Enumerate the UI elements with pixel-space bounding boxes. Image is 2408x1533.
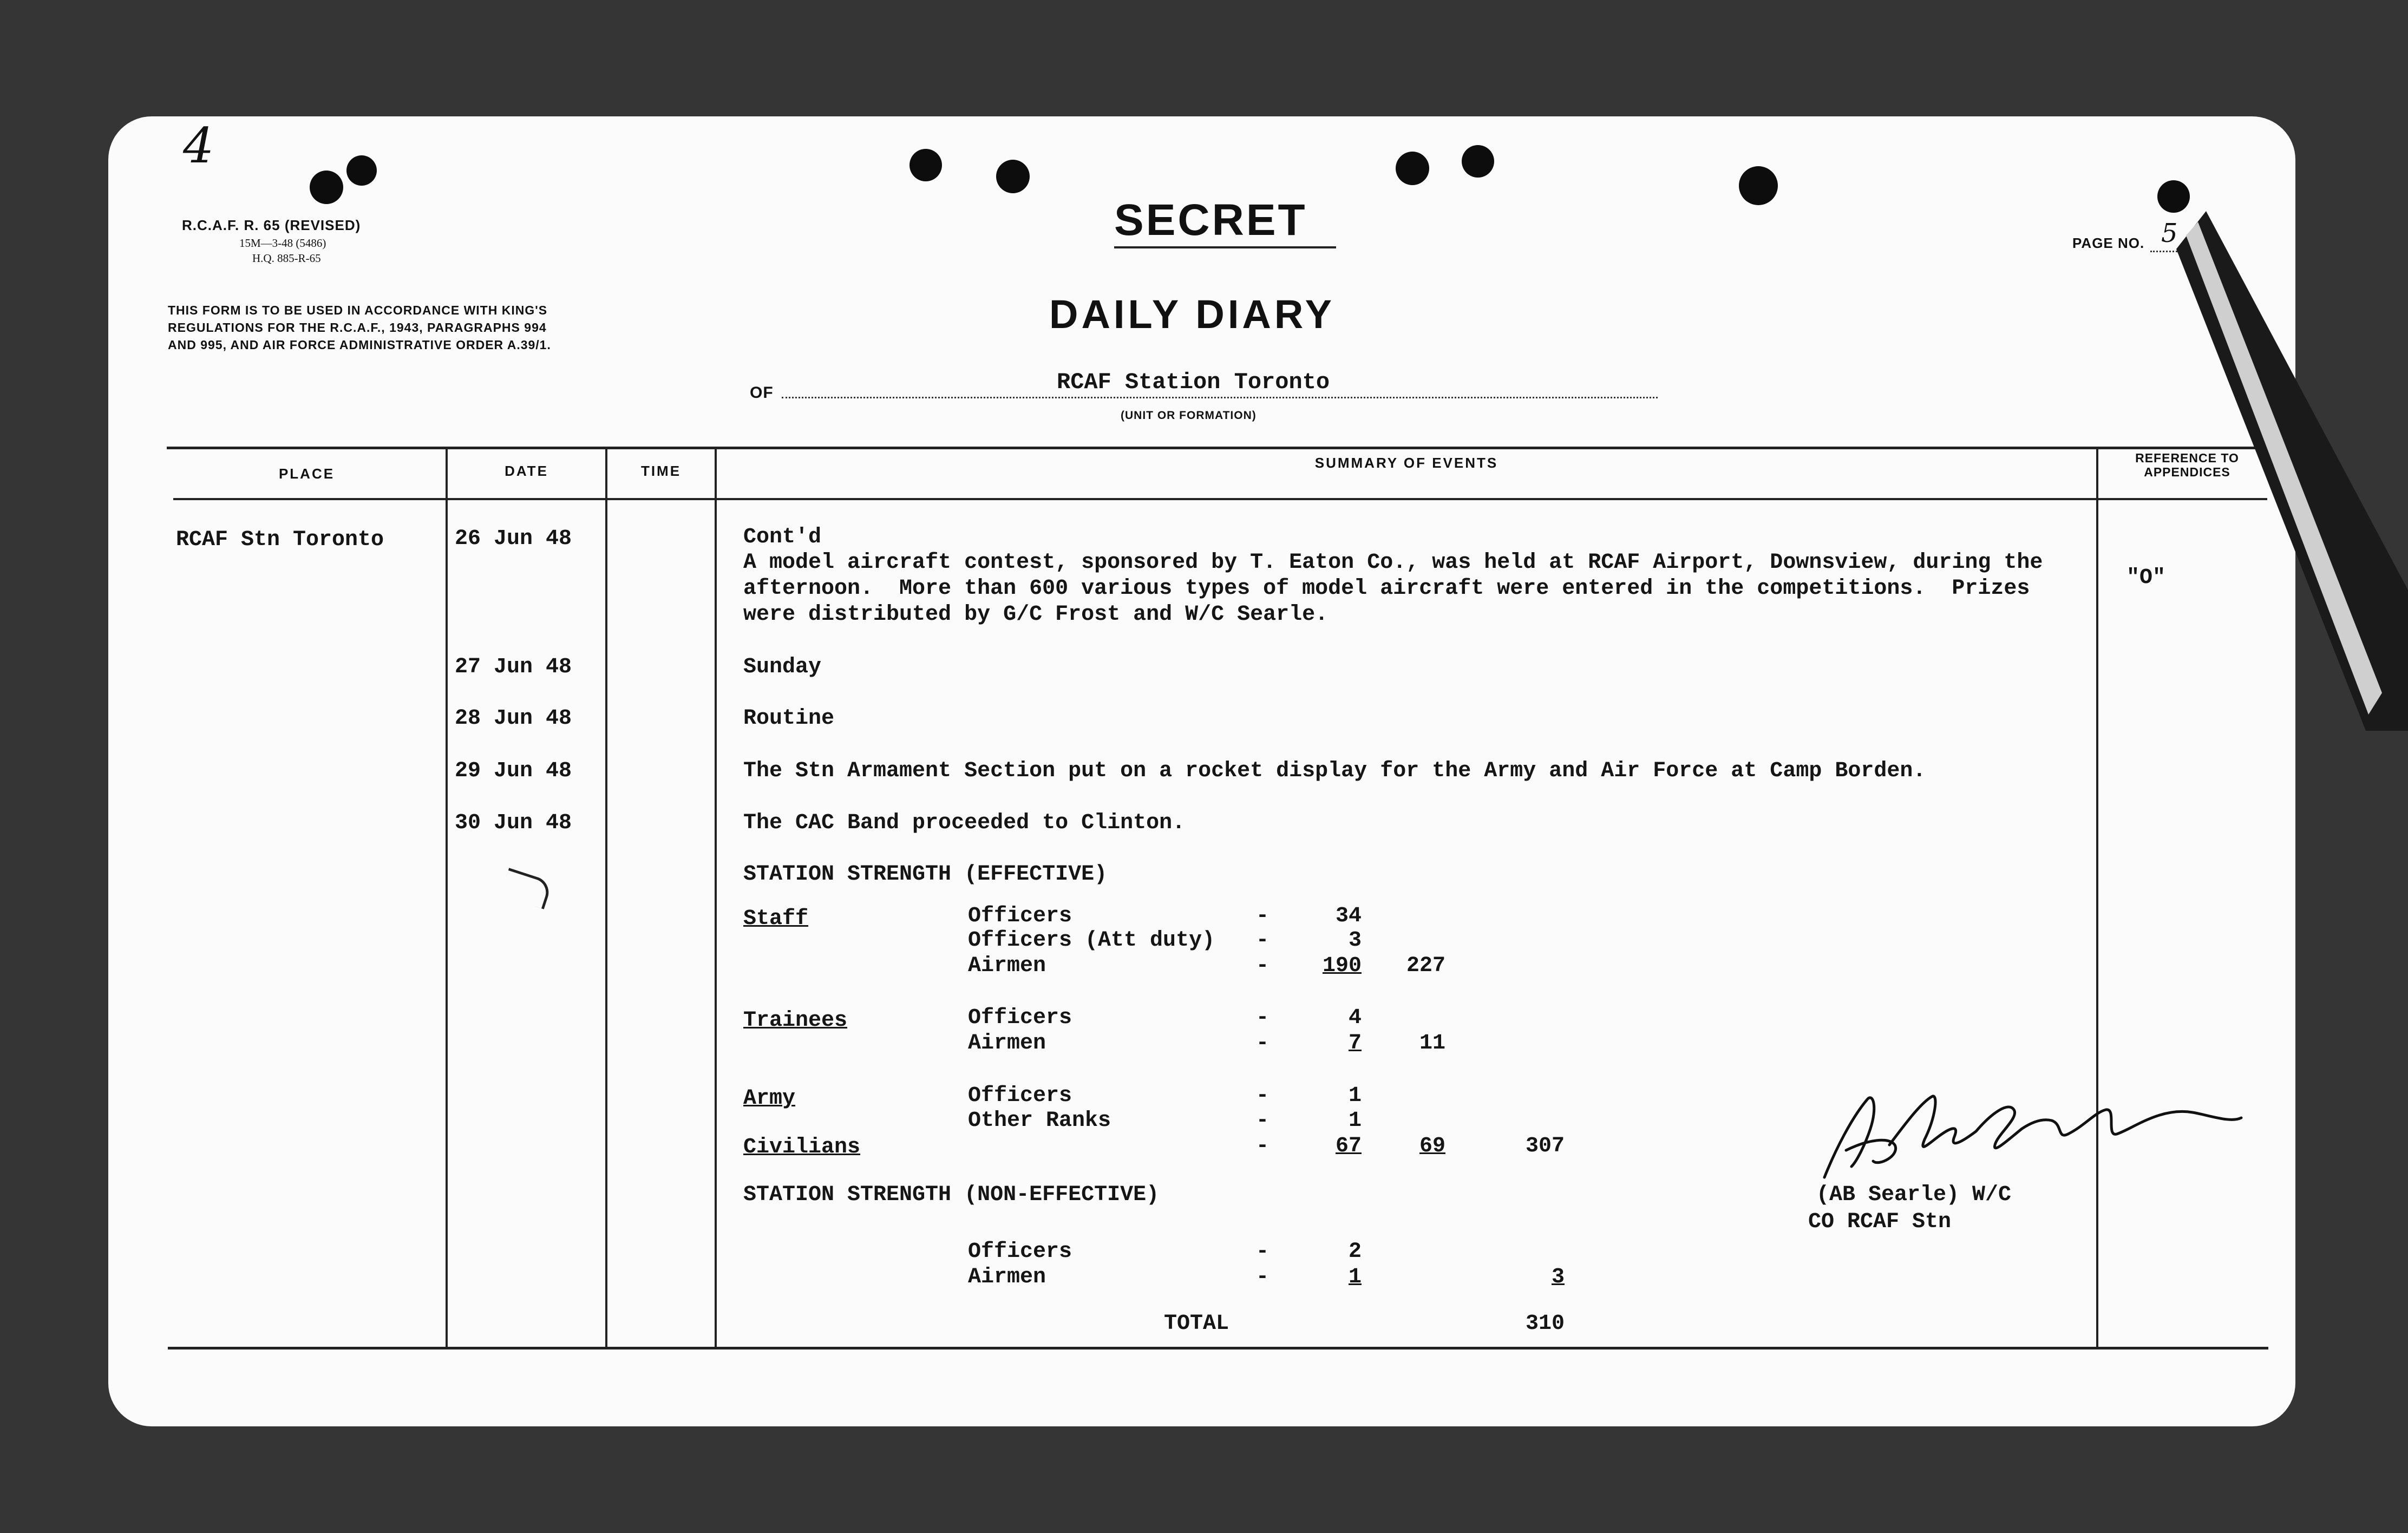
signatory-name: (AB Searle) W/C — [1816, 1183, 2012, 1207]
column-header-summary: SUMMARY OF EVENTS — [1314, 455, 1499, 471]
event-line: afternoon. More than 600 various types of model aircraft were entered in the competitions. Prizes — [743, 576, 2030, 601]
punch-hole — [2157, 180, 2190, 213]
trainees-airmen-label: Airmen — [968, 1031, 1046, 1056]
entry-date: 30 Jun 48 — [455, 811, 572, 835]
dash: - — [1256, 928, 1270, 953]
strength-heading-effective: STATION STRENGTH (EFFECTIVE) — [743, 862, 1108, 887]
entry-date: 26 Jun 48 — [455, 527, 572, 551]
army-officers-count: 1 — [1348, 1084, 1362, 1108]
dash: - — [1256, 904, 1270, 928]
army-label: Army — [743, 1086, 796, 1111]
print-code: 15M—3-48 (5486) — [239, 237, 326, 250]
non-effective-officers-count: 2 — [1348, 1240, 1362, 1264]
table-bottom-rule — [168, 1347, 2268, 1349]
col-divider — [446, 448, 448, 1347]
form-instructions: THIS FORM IS TO BE USED IN ACCORDANCE WITH KING'S REGULATIONS FOR THE R.C.A.F., 1943, PARAGRAPHS 994 AND 995, AND AIR FORCE ADMINISTRATIVE ORDER A.39/1. — [168, 303, 551, 352]
punch-hole — [310, 171, 343, 204]
classification-underline — [1114, 246, 1336, 248]
event-line: The Stn Armament Section put on a rocket display for the Army and Air Force at Camp Borden. — [743, 759, 1926, 783]
column-header-place: PLACE — [278, 466, 335, 482]
diary-page — [108, 116, 2295, 1426]
col-divider — [605, 448, 607, 1347]
non-effective-officers-label: Officers — [968, 1240, 1072, 1264]
staff-officers-label: Officers — [968, 904, 1072, 928]
punch-hole — [346, 155, 377, 186]
grand-total: 310 — [1525, 1312, 1565, 1336]
staff-att-duty-count: 3 — [1348, 928, 1362, 953]
punch-hole — [909, 149, 942, 181]
staff-subtotal: 227 — [1406, 954, 1445, 978]
entry-date: 27 Jun 48 — [455, 655, 572, 679]
dash: - — [1256, 1006, 1270, 1030]
civilians-count: 67 — [1335, 1134, 1362, 1158]
column-header-date: DATE — [505, 463, 548, 479]
trainees-label: Trainees — [743, 1008, 848, 1033]
event-line: Cont'd — [743, 525, 822, 549]
total-label: TOTAL — [1164, 1312, 1229, 1336]
event-line: The CAC Band proceeded to Clinton. — [743, 811, 1186, 835]
civilians-label: Civilians — [743, 1135, 861, 1159]
punch-hole — [1739, 166, 1778, 205]
army-civilians-subtotal: 69 — [1419, 1134, 1445, 1158]
dash: - — [1256, 1134, 1270, 1158]
column-header-reference: REFERENCE TO APPENDICES — [2135, 451, 2239, 479]
appendix-reference: "O" — [2126, 566, 2166, 590]
trainees-subtotal: 11 — [1419, 1031, 1445, 1056]
ditto-mark — [500, 868, 553, 909]
dash: - — [1256, 1109, 1270, 1133]
trainees-officers-count: 4 — [1348, 1006, 1362, 1030]
dash: - — [1256, 1240, 1270, 1264]
col-divider — [2096, 448, 2098, 1347]
punch-hole — [1396, 152, 1429, 185]
event-line: Routine — [743, 706, 835, 731]
page-number: 5 — [2161, 218, 2178, 248]
non-effective-airmen-count: 1 — [1348, 1265, 1362, 1289]
staff-label: Staff — [743, 907, 809, 931]
event-line: Sunday — [743, 655, 822, 679]
entry-date: 29 Jun 48 — [455, 759, 572, 783]
army-other-ranks-label: Other Ranks — [968, 1109, 1111, 1133]
non-effective-subtotal: 3 — [1551, 1265, 1565, 1289]
staff-officers-count: 34 — [1335, 904, 1362, 928]
entry-date: 28 Jun 48 — [455, 706, 572, 731]
diary-title: DAILY DIARY — [1049, 292, 1335, 337]
signatory-title: CO RCAF Stn — [1808, 1210, 1952, 1234]
staff-att-duty-label: Officers (Att duty) — [968, 928, 1215, 953]
table-top-rule — [167, 447, 2267, 449]
handwritten-mark: 4 — [183, 117, 214, 174]
staff-airmen-label: Airmen — [968, 954, 1046, 978]
classification-stamp: SECRET — [1114, 195, 1307, 245]
col-divider — [715, 448, 717, 1347]
column-header-time: TIME — [640, 463, 682, 479]
army-other-ranks-count: 1 — [1348, 1109, 1362, 1133]
trainees-officers-label: Officers — [968, 1006, 1072, 1030]
effective-total: 307 — [1525, 1134, 1565, 1158]
trainees-airmen-count: 7 — [1348, 1031, 1362, 1056]
unit-caption: (UNIT OR FORMATION) — [1121, 409, 1257, 422]
form-number: R.C.A.F. R. 65 (REVISED) — [182, 217, 361, 233]
dash: - — [1256, 1031, 1270, 1056]
place-cell: RCAF Stn Toronto — [176, 528, 384, 552]
punch-hole — [1462, 145, 1494, 178]
staff-airmen-count: 190 — [1322, 954, 1362, 978]
pen-tip — [2176, 211, 2408, 731]
dash: - — [1256, 1084, 1270, 1108]
unit-dotted-line — [782, 397, 1658, 398]
page-label: PAGE NO. — [2072, 235, 2145, 251]
army-officers-label: Officers — [968, 1084, 1072, 1108]
handwritten-signature — [1814, 1085, 2247, 1194]
of-label: OF — [750, 384, 774, 402]
non-effective-airmen-label: Airmen — [968, 1265, 1046, 1289]
unit-name: RCAF Station Toronto — [1057, 369, 1330, 395]
event-line: A model aircraft contest, sponsored by T. Eaton Co., was held at RCAF Airport, Downsview, during the — [743, 551, 2043, 575]
strength-heading-non-effective: STATION STRENGTH (NON-EFFECTIVE) — [743, 1183, 1160, 1207]
hq-code: H.Q. 885-R-65 — [252, 252, 321, 265]
event-line: were distributed by G/C Frost and W/C Searle. — [743, 602, 1329, 627]
table-header-rule — [173, 498, 2267, 500]
dash: - — [1256, 954, 1270, 978]
punch-hole — [996, 160, 1030, 193]
dash: - — [1256, 1265, 1270, 1289]
